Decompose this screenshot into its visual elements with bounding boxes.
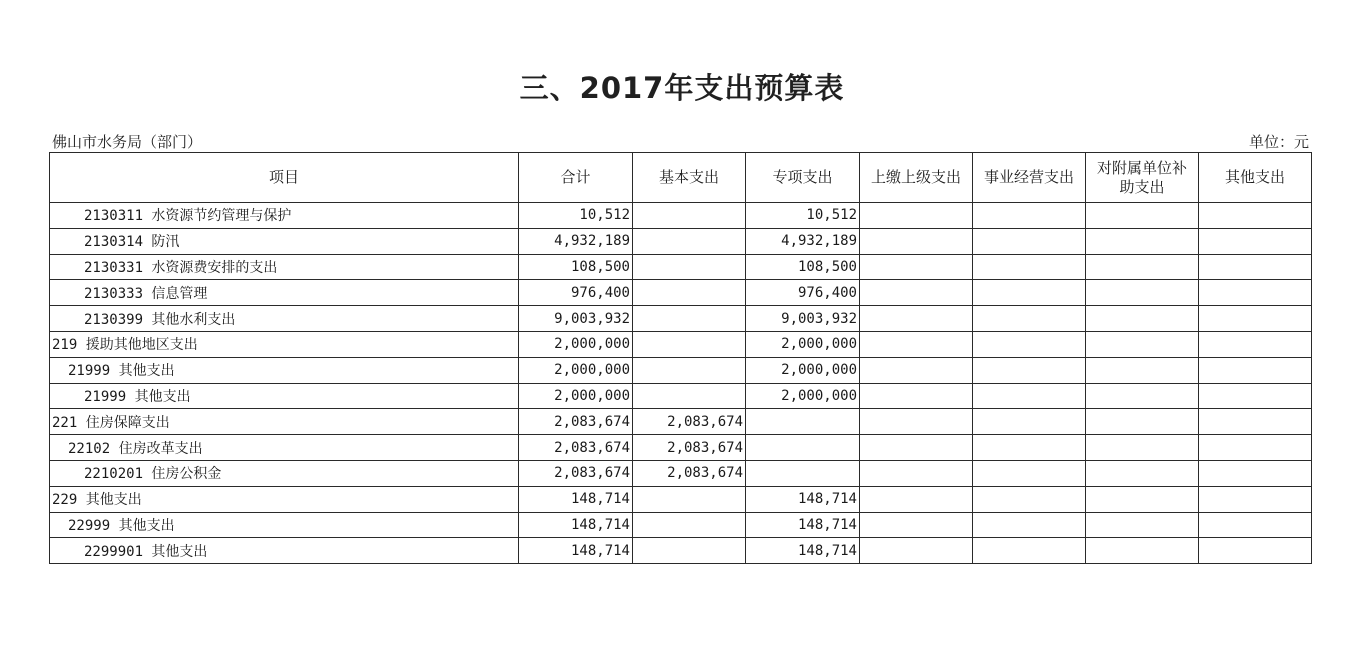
subsidiary-cell <box>1086 486 1199 512</box>
col-header-total: 合计 <box>519 153 633 203</box>
other-cell <box>1199 254 1312 280</box>
org-name: 佛山市水务局（部门） <box>52 133 203 151</box>
subsidiary-cell <box>1086 512 1199 538</box>
item-name-cell: 22999 其他支出 <box>50 512 519 538</box>
other-cell <box>1199 280 1312 306</box>
table-row <box>50 538 1312 564</box>
basic-cell <box>633 486 746 512</box>
item-name-cell: 221 住房保障支出 <box>50 409 519 435</box>
upper-cell <box>860 203 973 229</box>
total-cell: 148,714 <box>519 486 633 512</box>
business-cell <box>973 306 1086 332</box>
other-cell <box>1199 538 1312 564</box>
special-cell: 976,400 <box>746 280 860 306</box>
total-cell: 2,083,674 <box>519 409 633 435</box>
total-cell: 108,500 <box>519 254 633 280</box>
basic-cell <box>633 306 746 332</box>
item-name-cell: 2130314 防汛 <box>50 228 519 254</box>
upper-cell <box>860 460 973 486</box>
special-cell: 9,003,932 <box>746 306 860 332</box>
col-header-basic: 基本支出 <box>633 153 746 203</box>
other-cell <box>1199 460 1312 486</box>
total-cell: 10,512 <box>519 203 633 229</box>
table-row <box>50 306 1312 332</box>
business-cell <box>973 254 1086 280</box>
table-body <box>50 203 1312 564</box>
upper-cell <box>860 409 973 435</box>
subsidiary-cell <box>1086 538 1199 564</box>
table-row <box>50 357 1312 383</box>
total-cell: 976,400 <box>519 280 633 306</box>
upper-cell <box>860 357 973 383</box>
total-cell: 148,714 <box>519 512 633 538</box>
basic-cell <box>633 203 746 229</box>
table-row <box>50 228 1312 254</box>
subsidiary-cell <box>1086 203 1199 229</box>
special-cell: 148,714 <box>746 512 860 538</box>
business-cell <box>973 538 1086 564</box>
page-title: 三、2017年支出预算表 <box>519 71 845 105</box>
subsidiary-cell <box>1086 357 1199 383</box>
item-name-cell: 22102 住房改革支出 <box>50 435 519 461</box>
basic-cell <box>633 228 746 254</box>
special-cell <box>746 409 860 435</box>
table-row <box>50 383 1312 409</box>
business-cell <box>973 203 1086 229</box>
item-name-cell: 2130311 水资源节约管理与保护 <box>50 203 519 229</box>
table-row <box>50 254 1312 280</box>
upper-cell <box>860 512 973 538</box>
business-cell <box>973 280 1086 306</box>
table-row <box>50 486 1312 512</box>
table-row <box>50 512 1312 538</box>
special-cell: 108,500 <box>746 254 860 280</box>
upper-cell <box>860 306 973 332</box>
other-cell <box>1199 409 1312 435</box>
col-header-item: 项目 <box>50 153 519 203</box>
table-row <box>50 331 1312 357</box>
business-cell <box>973 435 1086 461</box>
item-name-cell: 2130333 信息管理 <box>50 280 519 306</box>
total-cell: 2,000,000 <box>519 357 633 383</box>
basic-cell <box>633 512 746 538</box>
item-name-cell: 2299901 其他支出 <box>50 538 519 564</box>
basic-cell: 2,083,674 <box>633 460 746 486</box>
other-cell <box>1199 228 1312 254</box>
col-header-other: 其他支出 <box>1199 153 1312 203</box>
budget-table <box>49 152 1312 564</box>
business-cell <box>973 357 1086 383</box>
subsidiary-cell <box>1086 331 1199 357</box>
upper-cell <box>860 383 973 409</box>
business-cell <box>973 331 1086 357</box>
special-cell: 148,714 <box>746 486 860 512</box>
upper-cell <box>860 538 973 564</box>
item-name-cell: 21999 其他支出 <box>50 383 519 409</box>
special-cell <box>746 460 860 486</box>
col-header-business: 事业经营支出 <box>973 153 1086 203</box>
business-cell <box>973 486 1086 512</box>
table-row <box>50 435 1312 461</box>
total-cell: 148,714 <box>519 538 633 564</box>
special-cell: 2,000,000 <box>746 331 860 357</box>
other-cell <box>1199 435 1312 461</box>
basic-cell <box>633 357 746 383</box>
item-name-cell: 21999 其他支出 <box>50 357 519 383</box>
upper-cell <box>860 435 973 461</box>
other-cell <box>1199 203 1312 229</box>
business-cell <box>973 512 1086 538</box>
basic-cell: 2,083,674 <box>633 409 746 435</box>
special-cell: 148,714 <box>746 538 860 564</box>
table-row <box>50 203 1312 229</box>
basic-cell <box>633 538 746 564</box>
business-cell <box>973 460 1086 486</box>
basic-cell <box>633 280 746 306</box>
business-cell <box>973 409 1086 435</box>
total-cell: 4,932,189 <box>519 228 633 254</box>
other-cell <box>1199 357 1312 383</box>
subsidiary-cell <box>1086 254 1199 280</box>
subsidiary-cell <box>1086 435 1199 461</box>
table-header <box>50 153 1312 203</box>
item-name-cell: 2210201 住房公积金 <box>50 460 519 486</box>
item-name-cell: 229 其他支出 <box>50 486 519 512</box>
other-cell <box>1199 383 1312 409</box>
table-row <box>50 280 1312 306</box>
special-cell: 10,512 <box>746 203 860 229</box>
total-cell: 2,000,000 <box>519 331 633 357</box>
business-cell <box>973 228 1086 254</box>
total-cell: 9,003,932 <box>519 306 633 332</box>
subsidiary-cell <box>1086 409 1199 435</box>
table-row <box>50 409 1312 435</box>
upper-cell <box>860 280 973 306</box>
col-header-special: 专项支出 <box>746 153 860 203</box>
special-cell: 2,000,000 <box>746 383 860 409</box>
subsidiary-cell <box>1086 460 1199 486</box>
basic-cell: 2,083,674 <box>633 435 746 461</box>
unit-label: 单位：元 <box>1248 133 1309 151</box>
table-row <box>50 460 1312 486</box>
subsidiary-cell <box>1086 228 1199 254</box>
other-cell <box>1199 331 1312 357</box>
other-cell <box>1199 306 1312 332</box>
col-header-upper: 上缴上级支出 <box>860 153 973 203</box>
total-cell: 2,083,674 <box>519 435 633 461</box>
item-name-cell: 2130399 其他水利支出 <box>50 306 519 332</box>
col-header-subsidiary: 对附属单位补助支出 <box>1086 153 1199 203</box>
total-cell: 2,000,000 <box>519 383 633 409</box>
total-cell: 2,083,674 <box>519 460 633 486</box>
other-cell <box>1199 512 1312 538</box>
upper-cell <box>860 254 973 280</box>
special-cell <box>746 435 860 461</box>
business-cell <box>973 383 1086 409</box>
special-cell: 2,000,000 <box>746 357 860 383</box>
subsidiary-cell <box>1086 280 1199 306</box>
basic-cell <box>633 331 746 357</box>
special-cell: 4,932,189 <box>746 228 860 254</box>
subsidiary-cell <box>1086 306 1199 332</box>
item-name-cell: 219 援助其他地区支出 <box>50 331 519 357</box>
basic-cell <box>633 383 746 409</box>
basic-cell <box>633 254 746 280</box>
item-name-cell: 2130331 水资源费安排的支出 <box>50 254 519 280</box>
upper-cell <box>860 486 973 512</box>
other-cell <box>1199 486 1312 512</box>
subsidiary-cell <box>1086 383 1199 409</box>
upper-cell <box>860 228 973 254</box>
upper-cell <box>860 331 973 357</box>
